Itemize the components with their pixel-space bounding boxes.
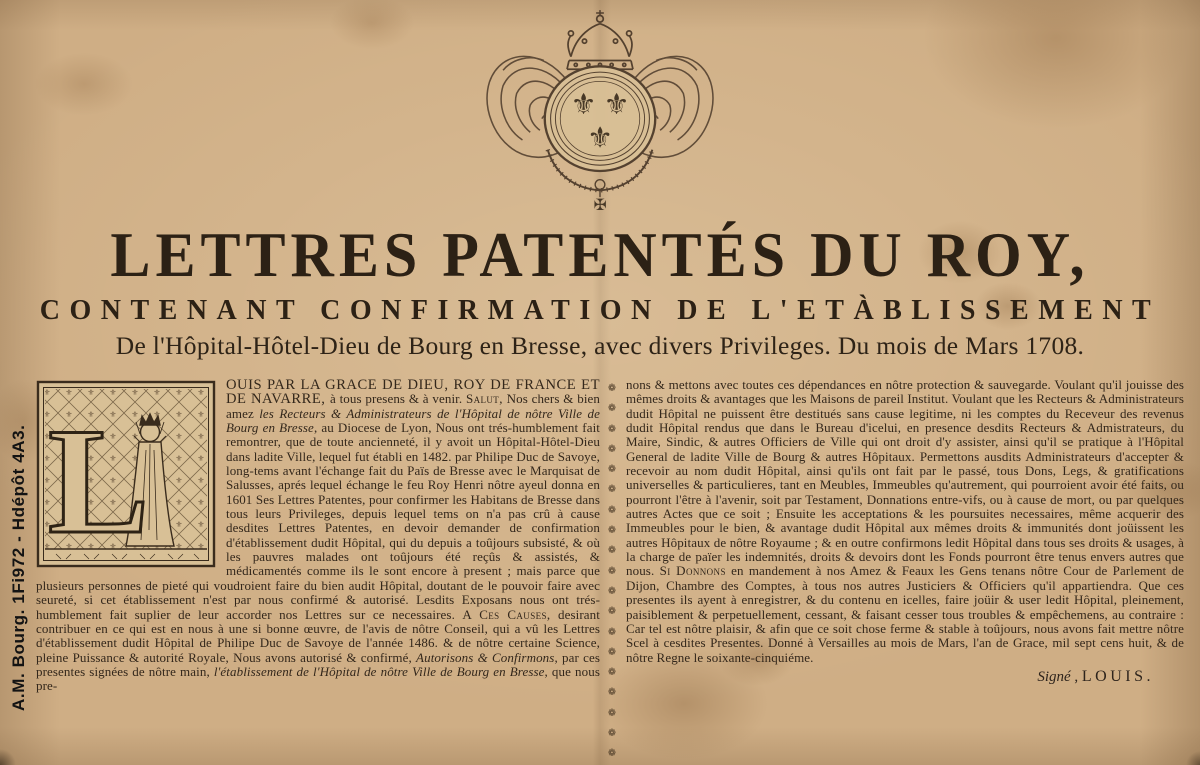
left-column-text: OUIS PAR LA GRACE DE DIEU, ROY DE FRANCE ET DE NAVARRE, à tous presens & à venir. Salut, Nos chers & bien amez les Recteurs & Administrateurs de l'Hôpital de nôtre Ville de Bourg en Bresse, au Diocese de Lyon, Nous ont trés-humblement fait remontrer, que de toute ancienneté, il y avoit un Hôpital-Hôtel-Dieu dans ladite Ville, lequel fut établi en 1482. par Philipe Duc de Savoye, long-tems avant l'échange fait du Païs de Bresse avec le Marquisat de Salusses, aprés lequel échange le feu Roy Henri nôtre ayeul donna en 1601 Ses Lettres Patentes, pour confirmer les Habitans de Bresse dans tous leurs Privileges, depuis lequel tems on n'a pas crû à cause desdites Lettres Patentes, en devoir demander de confirmation d'établissement dudit Hôpital, qui du depuis a toûjours subsisté, & où les pauvres malades ont toûjours été reçûs & assistés, & médicamentés comme ils le sont encore à present ; mais parce que plusieurs personnes de pieté qui voudroient faire du bien audit Hôpital, doutant de le pouvoir faire avec seureté, si cet établissement n'est par nous confirmé & autorisé. Lesdits Exposans nous ont trés-humblement fait suplier de leur accorder nos Lettres sur ce necessaires. A Ces Causes, desirant contribuer en ce qui est en nous à une si bonne œuvre, de l'avis de nôtre Conseil, qui a vû les Lettres d'établissement dudit Hôpital de Philipe Duc de Savoye de l'année 1486. & de nôtre certaine Science, pleine Puissance & autorité Royale, Nous avons autorisé & confirmé, Autorisons & Confirmons, par ces presentes signées de nôtre main, l'établissement de l'Hôpital de nôtre Ville de Bourg en Bresse, que nous pre- [36,377,601,694]
archive-stamp: A.M. Bourg. 1Fi972 - Hdépôt 4A3. [9,424,28,712]
coat-of-arms-engraving [474,2,726,214]
initial-letter-engraving [36,380,216,568]
cross-pendant-icon [594,190,607,213]
svg-text:⚜: ⚜ [586,120,614,155]
right-column [624,378,1184,765]
crown-icon [567,10,633,69]
svg-text:⚜: ⚜ [603,86,630,121]
main-title: LETTRES PATENTÉS DU ROY, [110,220,1090,290]
dateline: De l'Hôpital-Hôtel-Dieu de Bourg en Bresse, avec divers Privileges. Du mois de Mars 1708. [115,331,1085,361]
column-divider-ornament: ❁ ❁ ❁ ❁ ❁ ❁ ❁ ❁ ❁ ❁ ❁ ❁ ❁ ❁ ❁ ❁ ❁ ❁ ❁ [607,383,617,760]
left-column [36,378,600,765]
right-column-text: nons & mettons avec toutes ces dépendances en nôtre protection & sauvegarde. Voulant qu'il jouisse des mêmes droits & avantages que les Maisons de pareil Institut. Voulant que les Recteurs & Administrateurs dudit Hôpital ne puissent être destitués sans cause legitime, ni les comptes du Receveur des revenus dudit Hôpital rendus que dans le Bureau d'icelui, en presence desdits Recteurs & Admistrateurs, du Maire, Sindic, & autres Officiers de Ville qui ont droit d'y assister, ainsi qu'il se pratique à l'Hôpital General de ladite Ville de Bourg & autres Hôpitaux. Permettons ausdits Administrateurs d'accepter & recevoir au nom dudit Hôpital, ainsi qu'ils ont fait par le passé, tous Dons, Legs, & gratifications universelles & particulieres, tant en Meubles, Immeubles qu'autrement, qui pourroient avoir été faits, ou pourront l'être à l'avenir, soit par Testament, Donnations entre-vifs, ou à cause de mort, ou par quelques autres Actes que ce soit ; Ensuite les acceptations & les poursuites necessaires, même acquerir des Immeubles pour le bien, & avantage dudit Hôpital aux mêmes droits & immunités dont joüissent les autres Hôpitaux de nôtre Royaume ; & en outre confirmons ledit Hôpital dans tous ses droits & usages, à la charge de païer les indemnités, droits & devoirs dont les Fonds pourront être tenus envers autres que nous. Si Donnons en mandement à nos Amez & Feaux les Gens tenans nôtre Cour de Parlement de Dijon, Chambre des Comptes, à tous nos autres Justiciers & Officiers qu'il appartiendra. Que ces presentes ils ayent à enregistrer, & du contenu en icelles, faire joüir & user ledit Hôpital, pleinement, paisiblement & perpetuellement, cessant, & faisant cesser tous troubles & empêchemens, au contraire : Car tel est nôtre plaisir, & afin que ce soit chose ferme & stable à toûjours, nous avons fait mettre nôtre Scel à cesdites Presentes. Donné à Versailles au mois de Mars, l'an de Grace, mil sept cens huit, & de nôtre Regne le soixante-cinquiéme. [626,377,1184,665]
title-block [0,220,1200,361]
royal-coat-of-arms [474,2,726,219]
shield-icon [545,66,655,171]
text-columns [36,378,1184,765]
drop-cap-letter: L [48,397,150,565]
drop-cap-woodcut [36,380,216,568]
signature-line: Signé , LOUIS. [1037,667,1154,685]
svg-text:✠: ✠ [593,195,607,214]
subtitle: CONTENANT CONFIRMATION DE L'ETÀBLISSEMENT [39,295,1161,327]
svg-text:⚜: ⚜ [570,86,597,121]
